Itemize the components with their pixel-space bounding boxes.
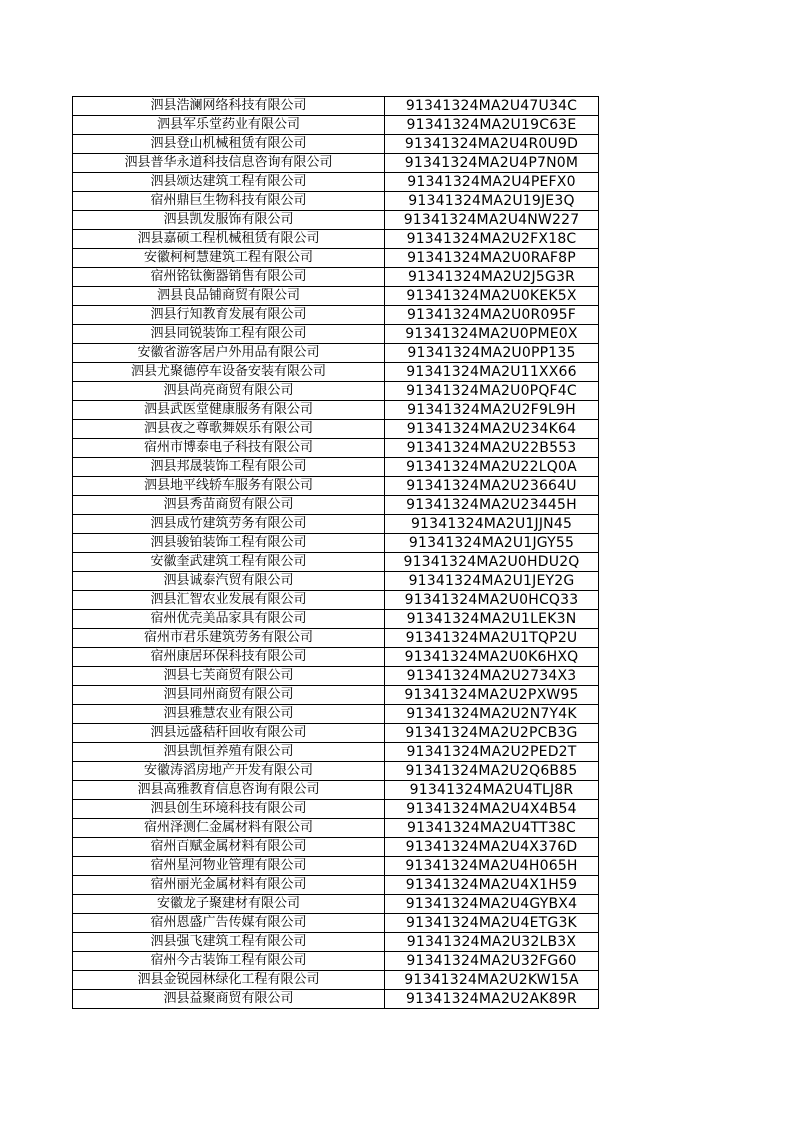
credit-code-cell: 91341324MA2U4X376D [385,838,599,857]
table-row [73,154,599,173]
credit-code-cell: 91341324MA2U0PP135 [385,344,599,363]
credit-code-cell: 91341324MA2U32LB3X [385,933,599,952]
credit-code-cell: 91341324MA2U4H065H [385,857,599,876]
credit-code-cell: 91341324MA2U4GYBX4 [385,895,599,914]
company-name-cell: 泗县雅慧农业有限公司 [73,705,385,724]
table-row [73,135,599,154]
credit-code-cell: 91341324MA2U2734X3 [385,667,599,686]
credit-code-cell: 91341324MA2U4NW227 [385,211,599,230]
credit-code-cell: 91341324MA2U0PQF4C [385,382,599,401]
table-row [73,629,599,648]
company-name-cell: 泗县夜之尊歌舞娱乐有限公司 [73,420,385,439]
company-name-cell: 泗县尚亮商贸有限公司 [73,382,385,401]
credit-code-cell: 91341324MA2U4TLJ8R [385,781,599,800]
credit-code-cell: 91341324MA2U4R0U9D [385,135,599,154]
table-row [73,895,599,914]
table-row [73,952,599,971]
table-row [73,173,599,192]
company-name-cell: 宿州星河物业管理有限公司 [73,857,385,876]
table-body [73,97,599,1009]
company-name-cell: 泗县诚泰汽贸有限公司 [73,572,385,591]
table-row [73,914,599,933]
table-row [73,382,599,401]
table-row [73,534,599,553]
company-table [72,96,599,1009]
table-row [73,933,599,952]
table-row [73,572,599,591]
company-name-cell: 泗县强飞建筑工程有限公司 [73,933,385,952]
credit-code-cell: 91341324MA2U2KW15A [385,971,599,990]
company-name-cell: 宿州恩盛广告传媒有限公司 [73,914,385,933]
company-name-cell: 泗县登山机械租赁有限公司 [73,135,385,154]
credit-code-cell: 91341324MA2U0RAF8P [385,249,599,268]
company-name-cell: 泗县成竹建筑劳务有限公司 [73,515,385,534]
table-row [73,97,599,116]
company-name-cell: 宿州丽光金属材料有限公司 [73,876,385,895]
company-name-cell: 泗县秀苗商贸有限公司 [73,496,385,515]
table-row [73,477,599,496]
credit-code-cell: 91341324MA2U22B553 [385,439,599,458]
table-row [73,781,599,800]
table-row [73,819,599,838]
credit-code-cell: 91341324MA2U0HDU2Q [385,553,599,572]
credit-code-cell: 91341324MA2U1LEK3N [385,610,599,629]
table-row [73,420,599,439]
company-name-cell: 泗县地平线轿车服务有限公司 [73,477,385,496]
company-name-cell: 泗县邦晟装饰工程有限公司 [73,458,385,477]
credit-code-cell: 91341324MA2U32FG60 [385,952,599,971]
credit-code-cell: 91341324MA2U4X4B54 [385,800,599,819]
table-row [73,268,599,287]
credit-code-cell: 91341324MA2U234K64 [385,420,599,439]
table-row [73,667,599,686]
credit-code-cell: 91341324MA2U2PED2T [385,743,599,762]
table-row [73,743,599,762]
company-name-cell: 安徽柯柯慧建筑工程有限公司 [73,249,385,268]
company-name-cell: 泗县凯恒养殖有限公司 [73,743,385,762]
table-row [73,800,599,819]
company-name-cell: 泗县军乐堂药业有限公司 [73,116,385,135]
table-row [73,230,599,249]
credit-code-cell: 91341324MA2U47U34C [385,97,599,116]
table-row [73,648,599,667]
table-row [73,306,599,325]
credit-code-cell: 91341324MA2U23445H [385,496,599,515]
credit-code-cell: 91341324MA2U2Q6B85 [385,762,599,781]
company-name-cell: 宿州泽测仁金属材料有限公司 [73,819,385,838]
company-name-cell: 宿州百赋金属材料有限公司 [73,838,385,857]
company-name-cell: 宿州市君乐建筑劳务有限公司 [73,629,385,648]
table-row [73,686,599,705]
credit-code-cell: 91341324MA2U0PME0X [385,325,599,344]
table-row [73,192,599,211]
credit-code-cell: 91341324MA2U2AK89R [385,990,599,1009]
table-row [73,990,599,1009]
credit-code-cell: 91341324MA2U2FX18C [385,230,599,249]
company-name-cell: 泗县颂达建筑工程有限公司 [73,173,385,192]
company-name-cell: 宿州鼎巨生物科技有限公司 [73,192,385,211]
table-row [73,496,599,515]
company-name-cell: 泗县高雅教育信息咨询有限公司 [73,781,385,800]
credit-code-cell: 91341324MA2U0KEK5X [385,287,599,306]
table-row [73,515,599,534]
company-name-cell: 泗县益聚商贸有限公司 [73,990,385,1009]
company-name-cell: 泗县嘉硕工程机械租赁有限公司 [73,230,385,249]
credit-code-cell: 91341324MA2U19JE3Q [385,192,599,211]
company-name-cell: 泗县浩澜网络科技有限公司 [73,97,385,116]
credit-code-cell: 91341324MA2U1JEY2G [385,572,599,591]
table-row [73,211,599,230]
table-row [73,439,599,458]
company-name-cell: 泗县良品铺商贸有限公司 [73,287,385,306]
table-row [73,762,599,781]
table-row [73,971,599,990]
credit-code-cell: 91341324MA2U4TT38C [385,819,599,838]
credit-code-cell: 91341324MA2U0HCQ33 [385,591,599,610]
table-row [73,876,599,895]
company-name-cell: 泗县普华永道科技信息咨询有限公司 [73,154,385,173]
table-row [73,591,599,610]
credit-code-cell: 91341324MA2U2N7Y4K [385,705,599,724]
company-name-cell: 泗县行知教育发展有限公司 [73,306,385,325]
credit-code-cell: 91341324MA2U0R095F [385,306,599,325]
company-name-cell: 宿州优壳美品家具有限公司 [73,610,385,629]
credit-code-cell: 91341324MA2U11XX66 [385,363,599,382]
table-row [73,610,599,629]
company-name-cell: 宿州铭钛衡器销售有限公司 [73,268,385,287]
credit-code-cell: 91341324MA2U0K6HXQ [385,648,599,667]
credit-code-cell: 91341324MA2U4ETG3K [385,914,599,933]
company-name-cell: 泗县远盛秸秆回收有限公司 [73,724,385,743]
company-name-cell: 宿州康居环保科技有限公司 [73,648,385,667]
table-row [73,116,599,135]
table-row [73,553,599,572]
company-name-cell: 安徽省游客居户外用品有限公司 [73,344,385,363]
credit-code-cell: 91341324MA2U2F9L9H [385,401,599,420]
company-name-cell: 泗县金锐园林绿化工程有限公司 [73,971,385,990]
company-name-cell: 宿州市博泰电子科技有限公司 [73,439,385,458]
credit-code-cell: 91341324MA2U1TQP2U [385,629,599,648]
table-row [73,401,599,420]
credit-code-cell: 91341324MA2U4P7N0M [385,154,599,173]
company-name-cell: 泗县创生环境科技有限公司 [73,800,385,819]
table-row [73,287,599,306]
company-name-cell: 安徽奎武建筑工程有限公司 [73,553,385,572]
credit-code-cell: 91341324MA2U4X1H59 [385,876,599,895]
table-row [73,724,599,743]
table-row [73,344,599,363]
table-row [73,363,599,382]
company-name-cell: 泗县同锐装饰工程有限公司 [73,325,385,344]
company-name-cell: 泗县七芙商贸有限公司 [73,667,385,686]
table-row [73,705,599,724]
company-name-cell: 泗县同州商贸有限公司 [73,686,385,705]
credit-code-cell: 91341324MA2U2PCB3G [385,724,599,743]
company-name-cell: 安徽龙子聚建材有限公司 [73,895,385,914]
company-name-cell: 泗县凯发服饰有限公司 [73,211,385,230]
company-name-cell: 泗县尤聚德停车设备安装有限公司 [73,363,385,382]
credit-code-cell: 91341324MA2U1JJN45 [385,515,599,534]
company-name-cell: 泗县汇智农业发展有限公司 [73,591,385,610]
table-row [73,838,599,857]
company-name-cell: 泗县骏铂装饰工程有限公司 [73,534,385,553]
table-row [73,458,599,477]
credit-code-cell: 91341324MA2U1JGY55 [385,534,599,553]
table-row [73,857,599,876]
table-row [73,249,599,268]
table-row [73,325,599,344]
company-name-cell: 泗县武医堂健康服务有限公司 [73,401,385,420]
credit-code-cell: 91341324MA2U2J5G3R [385,268,599,287]
company-name-cell: 安徽涛滔房地产开发有限公司 [73,762,385,781]
credit-code-cell: 91341324MA2U22LQ0A [385,458,599,477]
credit-code-cell: 91341324MA2U2PXW95 [385,686,599,705]
company-name-cell: 宿州今古装饰工程有限公司 [73,952,385,971]
credit-code-cell: 91341324MA2U19C63E [385,116,599,135]
credit-code-cell: 91341324MA2U23664U [385,477,599,496]
credit-code-cell: 91341324MA2U4PEFX0 [385,173,599,192]
